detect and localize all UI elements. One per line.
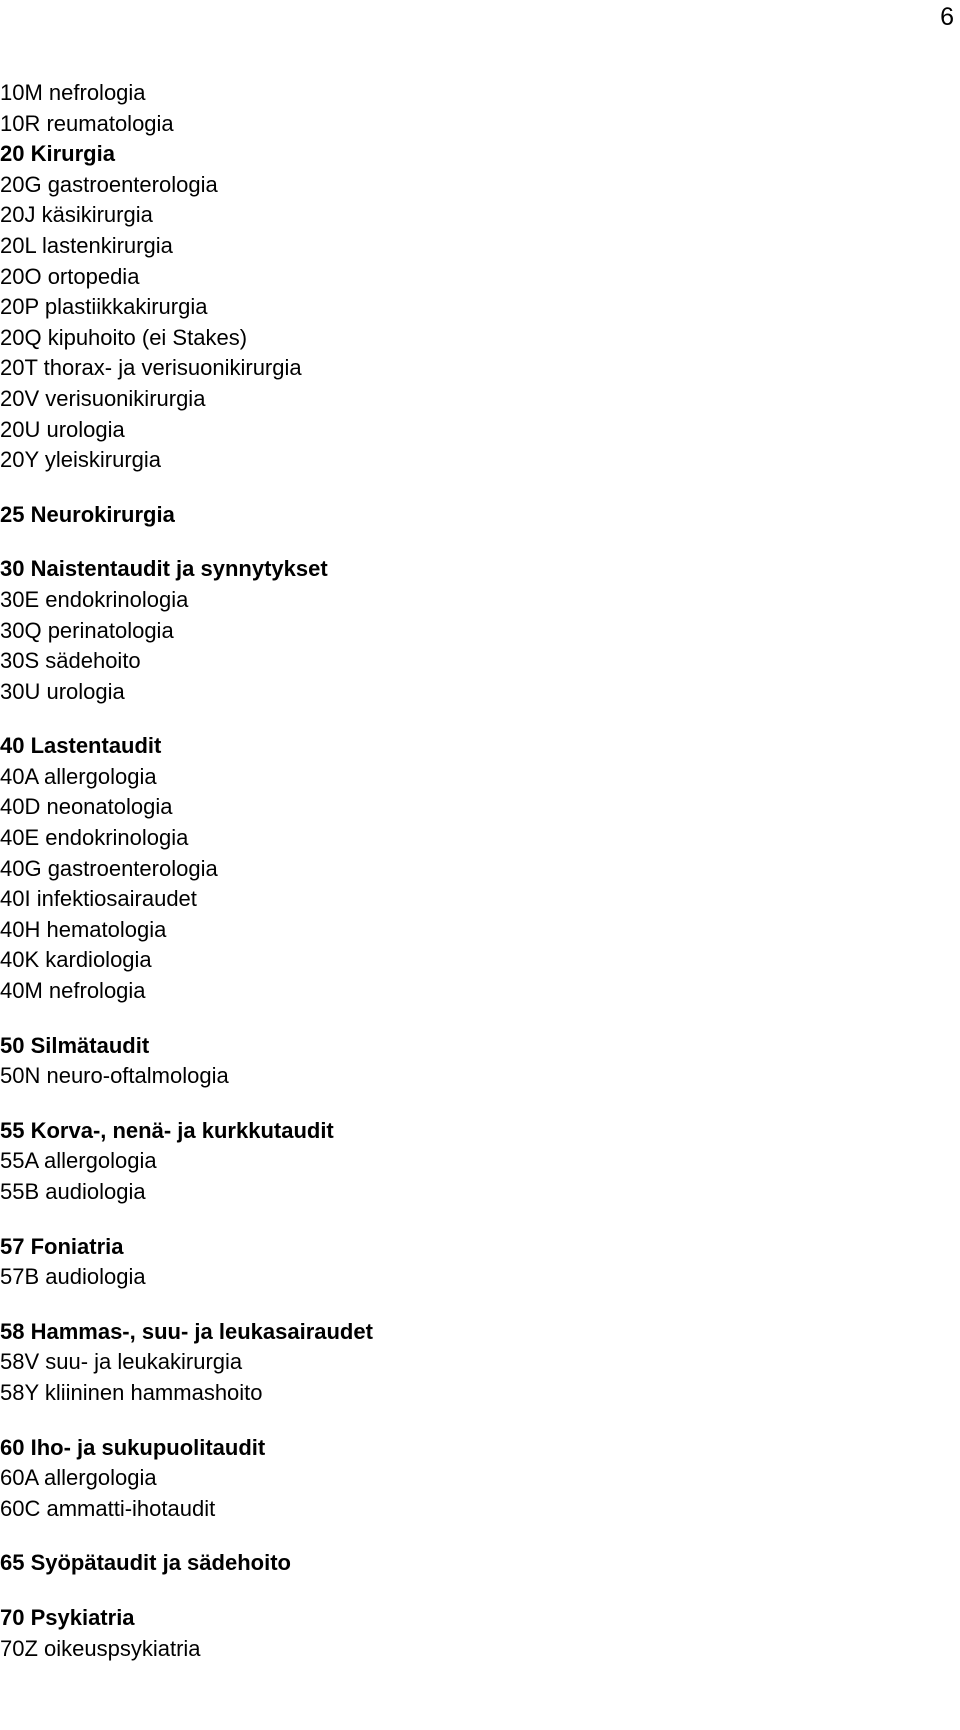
specialty-list	[0, 78, 950, 1664]
subspecialty-item: 20Q kipuhoito (ei Stakes)	[0, 324, 248, 350]
subspecialty-item: 40E endokrinologia	[0, 825, 189, 851]
subspecialty-item: 40I infektiosairaudet	[0, 886, 197, 912]
specialty-heading: 55 Korva-, nenä- ja kurkkutaudit	[0, 1117, 334, 1143]
subspecialty-item: 55B audiologia	[0, 1179, 146, 1204]
subspecialty-item: 20V verisuonikirurgia	[0, 385, 206, 411]
specialty-group	[0, 500, 950, 531]
subspecialty-item: 40H hematologia	[0, 916, 167, 942]
page-number: 6	[940, 3, 954, 31]
specialty-heading: 60 Iho- ja sukupuolitaudit	[0, 1434, 266, 1460]
specialty-group	[0, 731, 950, 1006]
subspecialty-item: 70Z oikeuspsykiatria	[0, 1635, 201, 1661]
subspecialty-item: 40A allergologia	[0, 763, 157, 789]
specialty-group	[0, 1548, 950, 1579]
subspecialty-item: 40K kardiologia	[0, 947, 152, 973]
specialty-group	[0, 78, 950, 476]
specialty-heading: 50 Silmätaudit	[0, 1032, 150, 1058]
specialty-heading: 20 Kirurgia	[0, 141, 115, 167]
subspecialty-item: 55A allergologia	[0, 1148, 157, 1174]
specialty-group	[0, 554, 950, 707]
specialty-heading: 30 Naistentaudit ja synnytykset	[0, 556, 328, 582]
specialty-heading: 40 Lastentaudit	[0, 733, 162, 759]
subspecialty-item: 40G gastroenterologia	[0, 855, 218, 881]
subspecialty-item: 20T thorax- ja verisuonikirurgia	[0, 355, 302, 381]
subspecialty-item: 30U urologia	[0, 678, 125, 704]
specialty-group	[0, 1116, 950, 1208]
subspecialty-item: 30Q perinatologia	[0, 617, 174, 643]
subspecialty-item: 50N neuro-oftalmologia	[0, 1063, 229, 1089]
specialty-heading: 70 Psykiatria	[0, 1604, 135, 1630]
subspecialty-item: 10R reumatologia	[0, 110, 174, 136]
subspecialty-item: 60C ammatti-ihotaudit	[0, 1495, 216, 1521]
specialty-group	[0, 1433, 950, 1525]
subspecialty-item: 57B audiologia	[0, 1264, 146, 1290]
specialty-heading: 58 Hammas-, suu- ja leukasairaudet	[0, 1318, 373, 1344]
subspecialty-item: 58Y kliininen hammashoito	[0, 1379, 263, 1405]
specialty-group	[0, 1232, 950, 1293]
subspecialty-item: 30E endokrinologia	[0, 586, 189, 612]
subspecialty-item: 60A allergologia	[0, 1465, 157, 1491]
subspecialty-item: 40M nefrologia	[0, 978, 146, 1004]
specialty-heading: 65 Syöpätaudit ja sädehoito	[0, 1550, 291, 1576]
specialty-group	[0, 1317, 950, 1409]
subspecialty-item: 20J käsikirurgia	[0, 202, 153, 228]
subspecialty-item: 20U urologia	[0, 416, 125, 442]
specialty-group	[0, 1031, 950, 1092]
subspecialty-item: 40D neonatologia	[0, 794, 173, 820]
specialty-group	[0, 1603, 950, 1664]
subspecialty-item: 20P plastiikkakirurgia	[0, 294, 208, 320]
subspecialty-item: 20Y yleiskirurgia	[0, 447, 162, 473]
subspecialty-item: 30S sädehoito	[0, 648, 141, 674]
subspecialty-item: 20L lastenkirurgia	[0, 232, 173, 258]
specialty-heading: 57 Foniatria	[0, 1233, 124, 1259]
subspecialty-item: 10M nefrologia	[0, 80, 146, 105]
subspecialty-item: 20G gastroenterologia	[0, 171, 218, 197]
subspecialty-item: 58V suu- ja leukakirurgia	[0, 1349, 243, 1375]
subspecialty-item: 20O ortopedia	[0, 263, 140, 289]
specialty-heading: 25 Neurokirurgia	[0, 501, 175, 527]
